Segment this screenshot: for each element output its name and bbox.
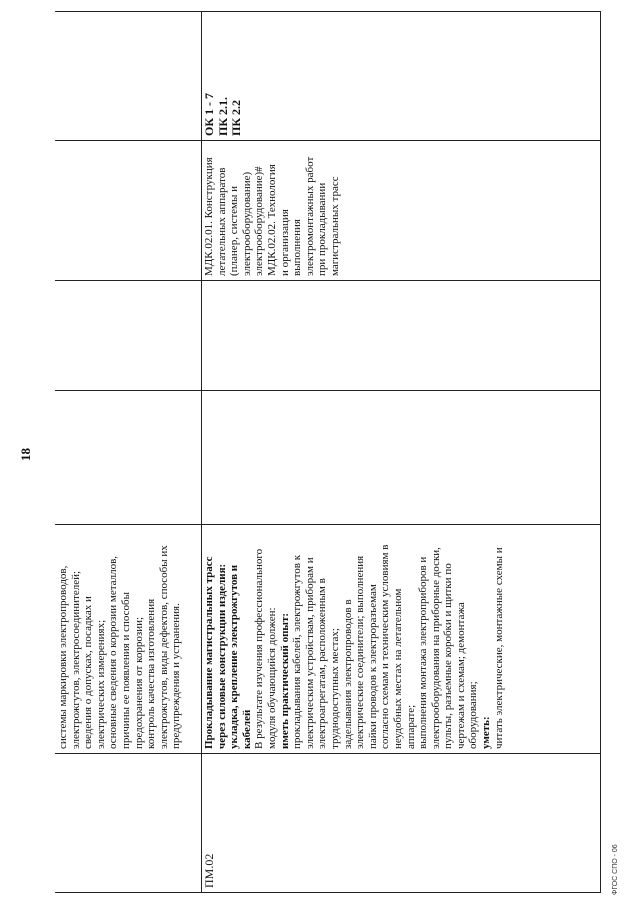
competency-code: ПК 2.2: [229, 99, 243, 136]
competency-code: ОК 1 - 7: [202, 92, 216, 136]
cell-discipline-index: [55, 140, 201, 280]
cell-content: [55, 524, 201, 753]
practice-line: аппарате;: [404, 704, 417, 749]
practice-line: заделывания электропроводов в: [341, 599, 354, 749]
cell-hours-mandatory: [55, 280, 201, 390]
module-title-line: через силовые конструкции изделия:: [215, 563, 228, 749]
practice-line: пульты, разъемные коробки и щитки по: [442, 563, 455, 749]
module-code: ПМ.02: [202, 853, 216, 888]
practice-line: оборудования;: [467, 681, 480, 749]
content-line: причины ее появления и способы: [119, 591, 132, 749]
module-title-line: кабелей: [240, 709, 253, 749]
content-line: электрожгутов, электросоединителей;: [69, 570, 82, 749]
mdk-line: электрооборудование): [240, 171, 253, 276]
table-row-continuation: [55, 12, 202, 892]
practice-line: чертежам и схемам; демонтажа: [454, 602, 467, 749]
mdk-line: электромонтажных работ: [303, 156, 316, 276]
practice-line: электрические соединители; выполнения: [354, 555, 367, 749]
mdk-line: летательных аппаратов: [215, 167, 228, 276]
table-row-pm02: [201, 12, 600, 892]
practice-line: согласно схемам и техническим условиям в: [379, 544, 392, 749]
practice-line: труднодоступных местах;: [328, 628, 341, 749]
cell-competencies: [201, 12, 600, 140]
skills-line: читать электрические, монтажные схемы и: [492, 547, 505, 749]
module-title-line: Прокладывание магистральных трасс: [203, 556, 215, 749]
practice-line: прокладывания кабелей, электрожгутов к: [291, 554, 304, 749]
content-text: [57, 528, 183, 749]
module-description: [203, 528, 505, 749]
content-line: предупреждения и устранения.: [170, 603, 183, 749]
competency-code: ПК 2.1.: [215, 96, 230, 136]
practice-line: электроагрегатам, расположенным в: [316, 578, 329, 749]
curriculum-table: [55, 11, 601, 893]
practice-line: неудобных местах на летательном: [391, 588, 404, 749]
content-line: основные сведения о коррозии металлов,: [107, 555, 120, 749]
mdk-line: (планер, системы и: [228, 185, 241, 276]
mdk-list: [203, 144, 342, 276]
module-title-line: укладка, крепление электрожгутов и: [228, 564, 241, 749]
cell-hours-total: [201, 390, 600, 524]
practice-line: выполнения монтажа электроприборов и: [417, 556, 430, 749]
practice-header: иметь практический опыт:: [278, 612, 291, 749]
content-line: сведения о допусках, посадках и: [82, 596, 95, 749]
cell-hours-total: [55, 390, 201, 524]
mdk-line: магистральных трасс: [328, 176, 341, 276]
cell-code: [201, 753, 600, 892]
cell-competencies: [55, 12, 201, 140]
content-line: В результате изучения профессионального: [253, 548, 266, 749]
mdk-line: при прокладывании: [316, 182, 329, 276]
cell-code: [55, 753, 201, 892]
content-line: модуля обучающийся должен:: [265, 607, 278, 749]
mdk-line: МДК.02.01. Конструкция: [203, 157, 215, 276]
mdk-line: МДК.02.02. Технология: [265, 164, 278, 276]
cell-discipline-index: [201, 140, 600, 280]
content-line: электрических измерениях;: [94, 619, 107, 749]
content-line: системы маркировки электропроводов,: [57, 565, 69, 749]
content-line: электрожгутов, виды дефектов, способы их: [157, 545, 170, 749]
mdk-line: и организация: [278, 209, 291, 276]
practice-line: пайки проводов к электроразъемам: [366, 584, 379, 749]
page-number: 18: [18, 448, 33, 461]
skills-header: уметь:: [480, 716, 493, 749]
mdk-line: выполнения: [291, 219, 304, 276]
content-line: контроль качества изготовления: [145, 598, 158, 749]
content-line: предохранения от коррозии;: [132, 616, 145, 749]
practice-line: электрическим устройствам, приборам и: [303, 557, 316, 749]
practice-line: электрооборудования на приборные доски,: [429, 547, 442, 749]
mdk-line: электрооборудование)#: [253, 166, 266, 276]
cell-content: [201, 524, 600, 753]
footer-standard-label: ФГОС СПО - 06: [612, 844, 619, 895]
cell-hours-mandatory: [201, 280, 600, 390]
competency-list: [203, 15, 244, 136]
